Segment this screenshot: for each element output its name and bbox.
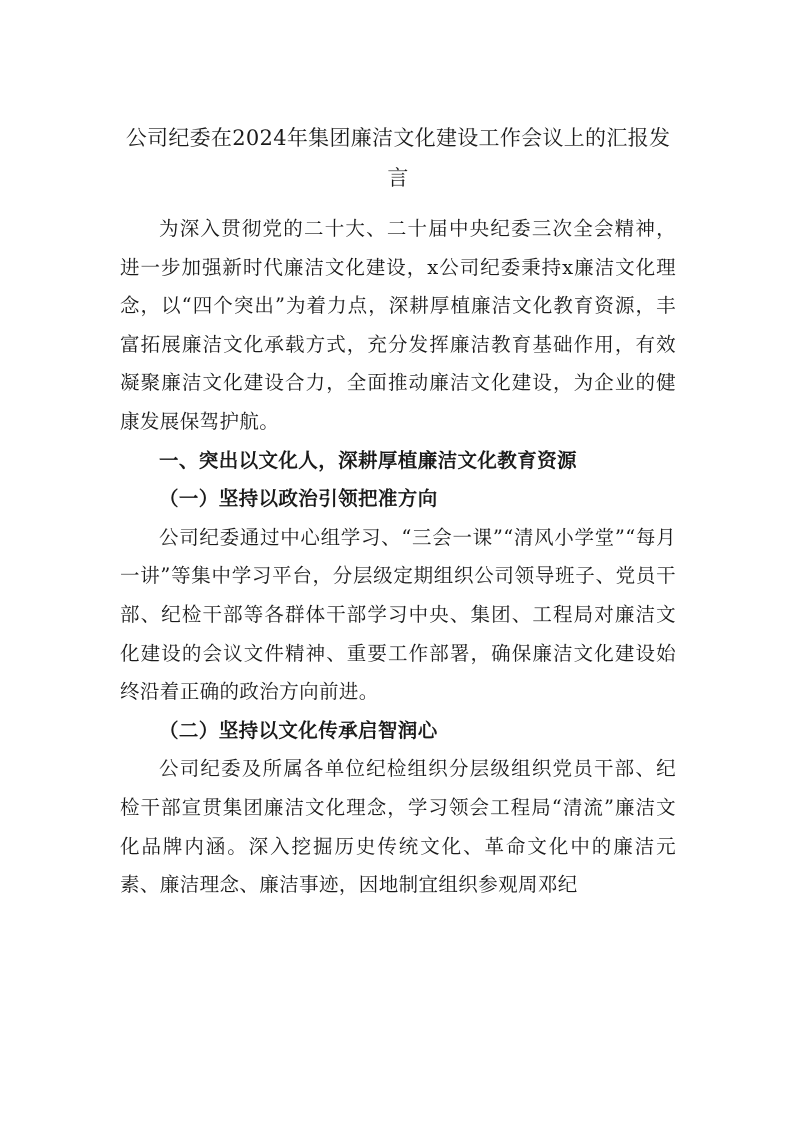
subsection-heading-1: （一）坚持以政治引领把准方向	[159, 487, 438, 511]
section-heading-1: 一、突出以文化人，深耕厚植廉洁文化教育资源	[159, 448, 577, 472]
subsection-2-paragraph: 公司纪委及所属各单位纪检组织分层级组织党员干部、纪检干部宣贯集团廉洁文化理念，学习领会工程局“清流”廉洁文化品牌内涵。深入挖掘历史传统文化、革命文化中的廉洁元素、廉洁理念、廉洁事迹，因地制宜组织参观周邓纪	[120, 757, 676, 897]
intro-paragraph: 为深入贯彻党的二十大、二十届中央纪委三次全会精神，进一步加强新时代廉洁文化建设，x公司纪委秉持x廉洁文化理念，以“四个突出”为着力点，深耕厚植廉洁文化教育资源，丰富拓展廉洁文化承载方式，充分发挥廉洁教育基础作用，有效凝聚廉洁文化建设合力，全面推动廉洁文化建设，为企业的健康发展保驾护航。	[120, 217, 676, 433]
document-body	[120, 118, 676, 905]
subsection-heading-2: （二）坚持以文化传承启智润心	[159, 718, 438, 742]
document-title: 公司纪委在2024年集团廉洁文化建设工作会议上的汇报发言	[125, 126, 671, 190]
subsection-1-paragraph: 公司纪委通过中心组学习、“三会一课”“清风小学堂”“每月一讲”等集中学习平台，分层级定期组织公司领导班子、党员干部、纪检干部等各群体干部学习中央、集团、工程局对廉洁文化建设的会议文件精神、重要工作部署，确保廉洁文化建设始终沿着正确的政治方向前进。	[120, 525, 676, 704]
